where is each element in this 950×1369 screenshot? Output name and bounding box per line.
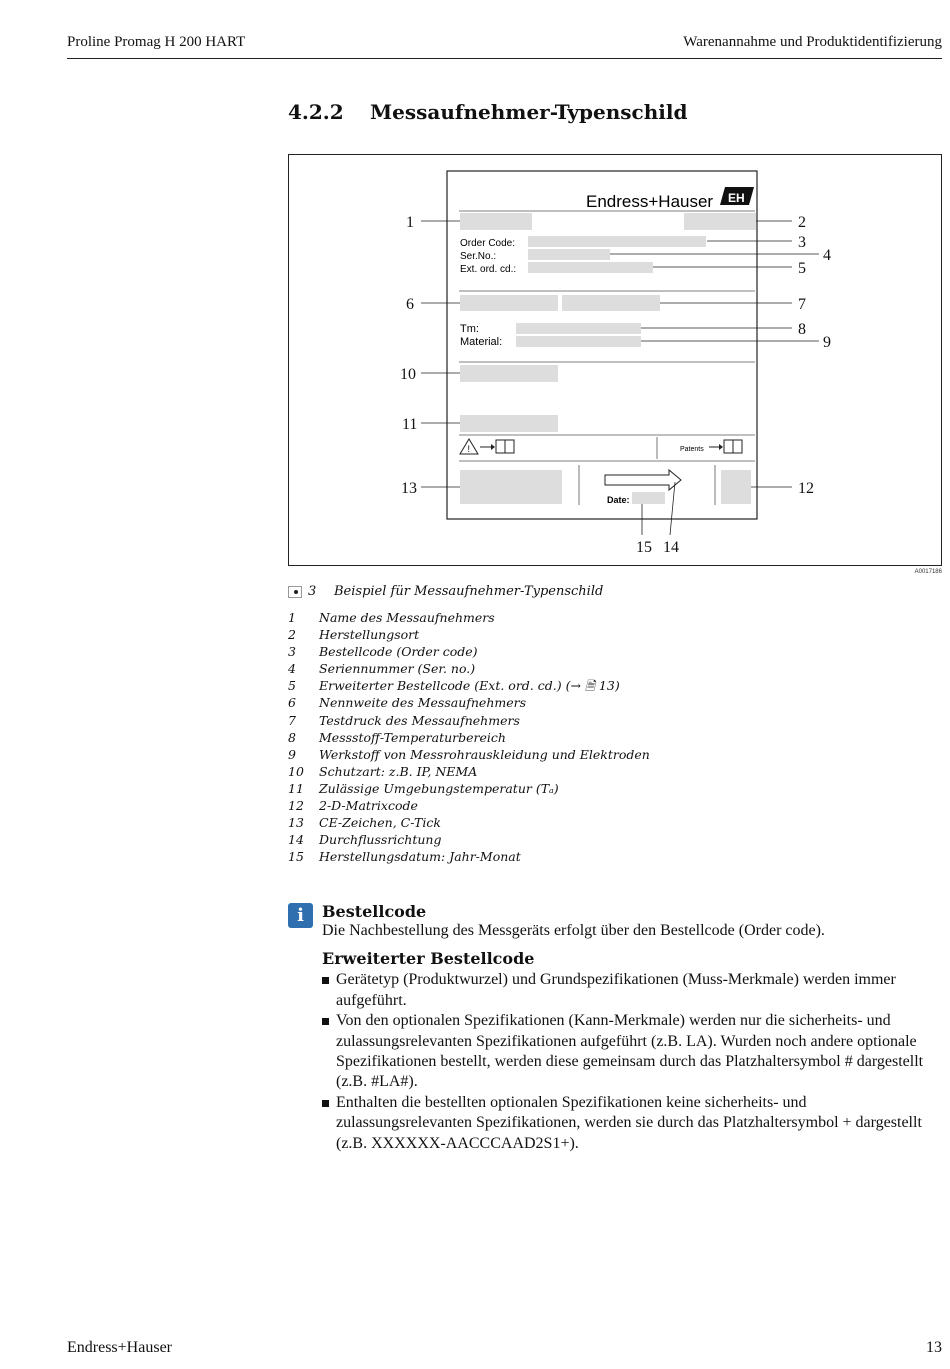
field-date — [632, 492, 665, 504]
callout-5: 5 — [798, 260, 806, 277]
label-ser-no: Ser.No.: — [460, 251, 497, 262]
legend-item[interactable]: 5 Erweiterter Bestellcode (Ext. ord. cd.) (→ 🗎 13) — [288, 678, 620, 694]
figure-icon — [288, 586, 302, 598]
svg-text:EH: EH — [728, 191, 745, 205]
callout-4: 4 — [823, 247, 831, 264]
info-icon: i — [288, 903, 313, 928]
figure-caption — [288, 584, 603, 599]
legend-item: 4 Seriennummer (Ser. no.) — [288, 661, 476, 677]
field-ext-ord-cd — [528, 262, 653, 273]
legend-item: 3 Bestellcode (Order code) — [288, 644, 478, 660]
field-ambient-temp — [460, 415, 558, 432]
figure-id: A0017186 — [914, 569, 942, 575]
callout-2: 2 — [798, 214, 806, 231]
page-number: 13 — [926, 1339, 942, 1356]
field-ce-mark — [460, 470, 562, 504]
label-order-code: Order Code: — [460, 238, 516, 249]
legend-item: 11 Zulässige Umgebungstemperatur (Tₐ) — [288, 780, 559, 796]
eh-logo-icon — [720, 187, 754, 205]
callout-6: 6 — [406, 296, 414, 313]
legend-item: 1 Name des Messaufnehmers — [288, 610, 495, 625]
running-header-title: Proline Promag H 200 HART — [67, 34, 246, 50]
field-test-pressure — [562, 295, 660, 311]
nameplate-figure — [288, 154, 942, 566]
callout-13: 13 — [401, 480, 417, 497]
legend-item: 13 CE-Zeichen, C-Tick — [288, 815, 441, 831]
caption-text: Beispiel für Messaufnehmer-Typenschild — [334, 584, 604, 599]
callout-1: 1 — [406, 214, 414, 231]
legend-item: 15 Herstellungsdatum: Jahr-Monat — [288, 849, 521, 865]
label-tm: Tm: — [460, 323, 479, 335]
callout-14: 14 — [663, 539, 679, 556]
callout-10: 10 — [400, 366, 416, 383]
legend-item: 6 Nennweite des Messaufnehmers — [288, 695, 527, 711]
callout-12: 12 — [798, 480, 814, 497]
bullet-item: Von den optionalen Spezifikationen (Kann-Merkmale) werden nur die sicherheits- und zulassungsrelevanten Spezifikationen aufgeführt (z.B. LA). Wurden noch andere optionale Spezifikationen bestellt, werden diese gemeinsam durch das Platzhaltersymbol # dargestellt (z.B. #LA#). — [322, 1011, 944, 1093]
callout-15: 15 — [636, 539, 652, 556]
callout-11: 11 — [402, 416, 418, 433]
info-heading-extended-code: Erweiterter Bestellcode — [322, 949, 535, 969]
legend-item: 12 2-D-Matrixcode — [288, 798, 418, 814]
section-heading — [288, 100, 687, 124]
field-order-code — [528, 236, 706, 247]
callout-7: 7 — [798, 296, 806, 313]
legend-item: 7 Testdruck des Messaufnehmers — [288, 712, 520, 728]
legend-item: 2 Herstellungsort — [288, 627, 420, 643]
caption-number: 3 — [308, 584, 317, 599]
brand-name: Endress+Hauser — [586, 192, 714, 211]
legend-item: 9 Werkstoff von Messrohrauskleidung und Elektroden — [288, 746, 650, 762]
callout-9: 9 — [823, 334, 831, 351]
running-header-chapter: Warenannahme und Produktidentifizierung — [683, 34, 942, 50]
field-temperature — [516, 323, 641, 334]
header-rule — [67, 58, 942, 59]
info-heading-order-code: Bestellcode — [322, 902, 427, 921]
extended-code-bullets — [322, 970, 944, 1154]
bullet-item: Gerätetyp (Produktwurzel) und Grundspezifikationen (Muss-Merkmale) werden immer aufgeführt. — [322, 970, 944, 1011]
field-sensor-name — [460, 213, 532, 230]
bullet-item: Enthalten die bestellten optionalen Spezifikationen keine sicherheits- und zulassungsrelevanten Spezifikationen, werden sie durch das Platzhaltersymbol + dargestellt (z.B. XXXXXX-AACCCAAD2S1+). — [322, 1093, 944, 1154]
info-block — [322, 902, 944, 1154]
field-material — [516, 336, 641, 347]
svg-text:!: ! — [467, 444, 471, 454]
label-ext-ord-cd: Ext. ord. cd.: — [460, 264, 517, 275]
field-nominal-diameter — [460, 295, 558, 311]
legend-item: 14 Durchflussrichtung — [288, 832, 442, 848]
nameplate-drawing — [289, 155, 941, 565]
field-manufacture-site — [684, 213, 756, 230]
field-matrix-code — [721, 470, 751, 504]
section-title: Messaufnehmer-Typenschild — [370, 100, 688, 124]
info-text-order-code: Die Nachbestellung des Messgeräts erfolgt über den Bestellcode (Order code). — [322, 922, 825, 939]
field-protection — [460, 365, 558, 382]
section-number: 4.2.2 — [288, 100, 344, 124]
callout-3: 3 — [798, 234, 806, 251]
footer-brand: Endress+Hauser — [67, 1339, 172, 1356]
legend-item: 8 Messstoff-Temperaturbereich — [288, 729, 506, 745]
label-material: Material: — [460, 336, 503, 348]
field-ser-no — [528, 249, 610, 260]
label-patents: Patents — [680, 446, 704, 453]
legend-list — [288, 609, 650, 865]
label-date: Date: — [607, 495, 630, 505]
legend-item: 10 Schutzart: z.B. IP, NEMA — [288, 763, 478, 779]
callout-8: 8 — [798, 321, 806, 338]
